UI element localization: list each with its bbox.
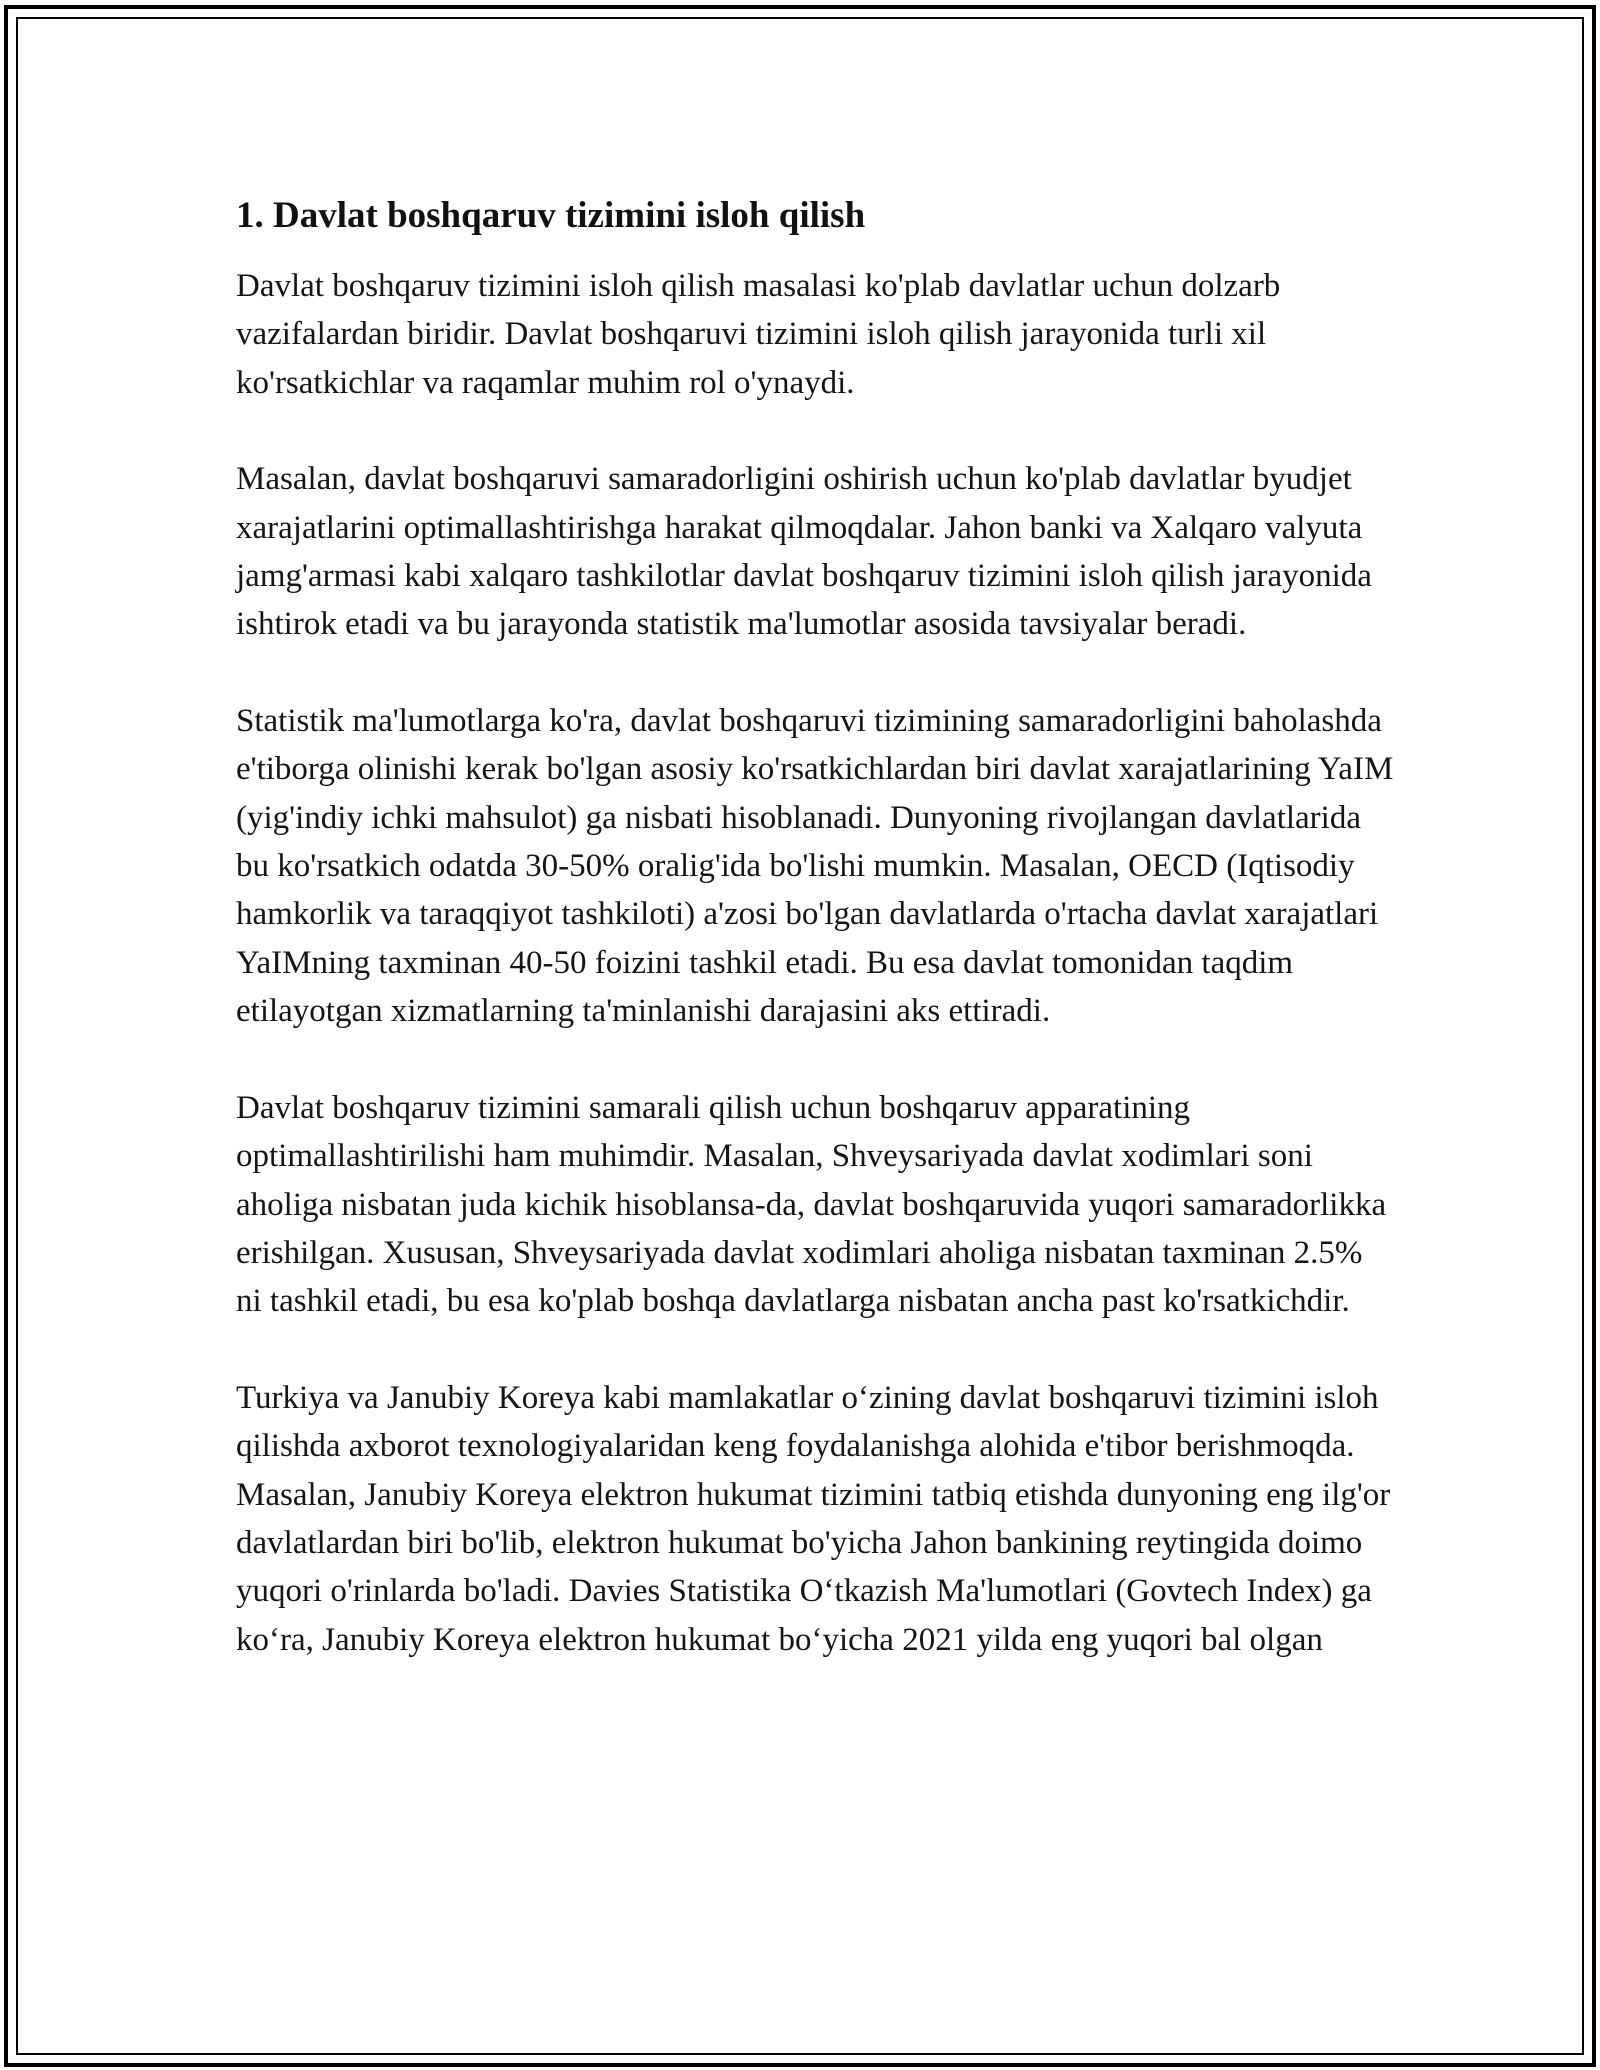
document-body — [236, 192, 1396, 1664]
paragraph-4: Davlat boshqaruv tizimini samarali qilish uchun boshqaruv apparatining optimallashtirilishi ham muhimdir. Masalan, Shveysariyada davlat xodimlari soni aholiga nisbatan juda kichik hisoblansa-da, davlat boshqaruvida yuqori samaradorlikka erishilgan. Xususan, Shveysariyada davlat xodimlari aholiga nisbatan taxminan 2.5% ni tashkil etadi, bu esa ko'plab boshqa davlatlarga nisbatan ancha past ko'rsatkichdir. — [236, 1089, 1387, 1320]
section-title: 1. Davlat boshqaruv tizimini isloh qilish — [236, 195, 866, 236]
paragraph-5: Turkiya va Janubiy Koreya kabi mamlakatlar o‘zining davlat boshqaruvi tizimini isloh qilishda axborot texnologiyalaridan keng foydalanishga alohida e'tibor berishmoqda. Masalan, Janubiy Koreya elektron hukumat tizimini tatbiq etishda dunyoning eng ilg'or davlatlardan biri bo'lib, elektron hukumat bo'yicha Jahon bankining reytingida doimo yuqori o'rinlarda bo'ladi. Davies Statistika O‘tkazish Ma'lumotlari (Govtech Index) ga ko‘ra, Janubiy Koreya elektron hukumat bo‘yicha 2021 yilda eng yuqori bal olgan — [236, 1379, 1391, 1658]
paragraph-1: Davlat boshqaruv tizimini isloh qilish masalasi ko'plab davlatlar uchun dolzarb vazifalardan biridir. Davlat boshqaruvi tizimini isloh qilish jarayonida turli xil ko'rsatkichlar va raqamlar muhim rol o'ynaydi. — [236, 268, 1281, 401]
paragraph-2: Masalan, davlat boshqaruvi samaradorligini oshirish uchun ko'plab davlatlar byudjet xarajatlarini optimallashtirishga harakat qilmoqdalar. Jahon banki va Xalqaro valyuta jamg'armasi kabi xalqaro tashkilotlar davlat boshqaruv tizimini isloh qilish jarayonida ishtirok etadi va bu jarayonda statistik ma'lumotlar asosida tavsiyalar beradi. — [236, 461, 1372, 643]
paragraph-3: Statistik ma'lumotlarga ko'ra, davlat boshqaruvi tizimining samaradorligini baholashda e'tiborga olinishi kerak bo'lgan asosiy ko'rsatkichlardan biri davlat xarajatlarining YaIM (yig'indiy ichki mahsulot) ga nisbati hisoblanadi. Dunyoning rivojlangan davlatlarida bu ko'rsatkich odatda 30-50% oralig'ida bo'lishi mumkin. Masalan, OECD (Iqtisodiy hamkorlik va taraqqiyot tashkiloti) a'zosi bo'lgan davlatlarda o'rtacha davlat xarajatlari YaIMning taxminan 40-50 foizini tashkil etadi. Bu esa davlat tomonidan taqdim etilayotgan xizmatlarning ta'minlanishi darajasini aks ettiradi. — [236, 702, 1394, 1030]
